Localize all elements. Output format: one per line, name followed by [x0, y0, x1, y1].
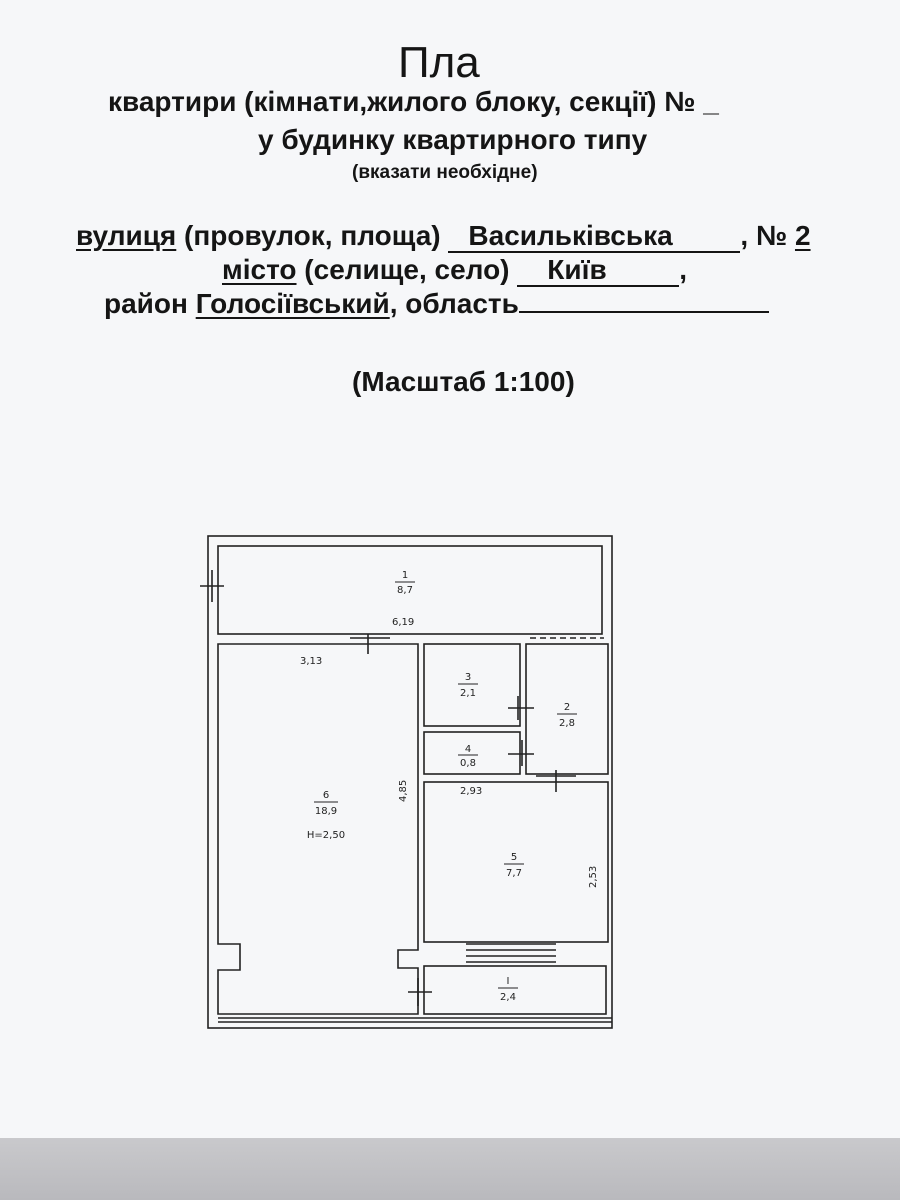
oblast-blank — [519, 291, 769, 313]
number-label: , № — [740, 220, 795, 251]
street-value: Васильківська — [448, 221, 740, 253]
room-label-6 — [307, 790, 345, 841]
room-area: 8,7 — [397, 585, 413, 596]
room-label-balcony — [498, 976, 518, 1003]
dimension-label: 3,13 — [300, 656, 323, 667]
room-number: 4 — [464, 744, 472, 755]
room-number: 6 — [322, 790, 330, 801]
room-label-5 — [504, 852, 524, 879]
city-alt-label: (селище, село) — [296, 254, 518, 285]
room-number: I — [506, 976, 510, 987]
district-value: Голосіївський — [195, 288, 390, 319]
street-alt-label: (провулок, площа) — [176, 220, 449, 251]
subtitle-line-1: квартири (кімнати,жилого блоку, секції) № _ — [108, 86, 719, 117]
room-label-1 — [395, 570, 415, 596]
scale-note: (Масштаб 1:100) — [352, 366, 575, 397]
city-separator: , — [679, 254, 688, 285]
floor-plan — [200, 530, 620, 1040]
room-6-wall — [218, 644, 418, 1014]
dimension-label: 4,85 — [398, 779, 409, 802]
room-area: 2,8 — [559, 718, 575, 729]
ceiling-height: H=2,50 — [306, 830, 346, 841]
oblast-label: , область — [389, 288, 519, 319]
district-label: район — [104, 288, 196, 319]
document-title: Пла — [398, 38, 480, 87]
room-number: 2 — [563, 702, 571, 713]
city-label: місто — [222, 254, 297, 285]
room-area: 7,7 — [506, 868, 522, 879]
room-number: 3 — [464, 672, 472, 683]
dimension-label: 2,53 — [588, 865, 599, 888]
room-number: 1 — [401, 570, 409, 581]
room-label-3 — [458, 672, 478, 699]
house-number: 2 — [794, 220, 811, 251]
subtitle-note: (вказати необхідне) — [352, 162, 538, 183]
table-surface — [0, 1138, 900, 1200]
city-value: Київ — [517, 255, 679, 287]
balcony-wall — [424, 966, 606, 1014]
street-label: вулиця — [76, 220, 177, 251]
room-area: 2,4 — [500, 992, 516, 1003]
room-3-wall — [424, 644, 520, 726]
room-area: 18,9 — [314, 806, 338, 817]
dimension-label: 6,19 — [392, 617, 415, 628]
room-label-2 — [557, 702, 577, 729]
city-row — [222, 254, 687, 287]
subtitle-line-2: у будинку квартирного типу — [258, 124, 648, 155]
street-row — [76, 220, 811, 253]
district-row — [104, 288, 769, 320]
room-number: 5 — [510, 852, 518, 863]
room-area: 2,1 — [460, 688, 476, 699]
dimension-label: 2,93 — [460, 786, 483, 797]
room-area: 0,8 — [460, 758, 476, 769]
room-label-4 — [458, 744, 478, 769]
